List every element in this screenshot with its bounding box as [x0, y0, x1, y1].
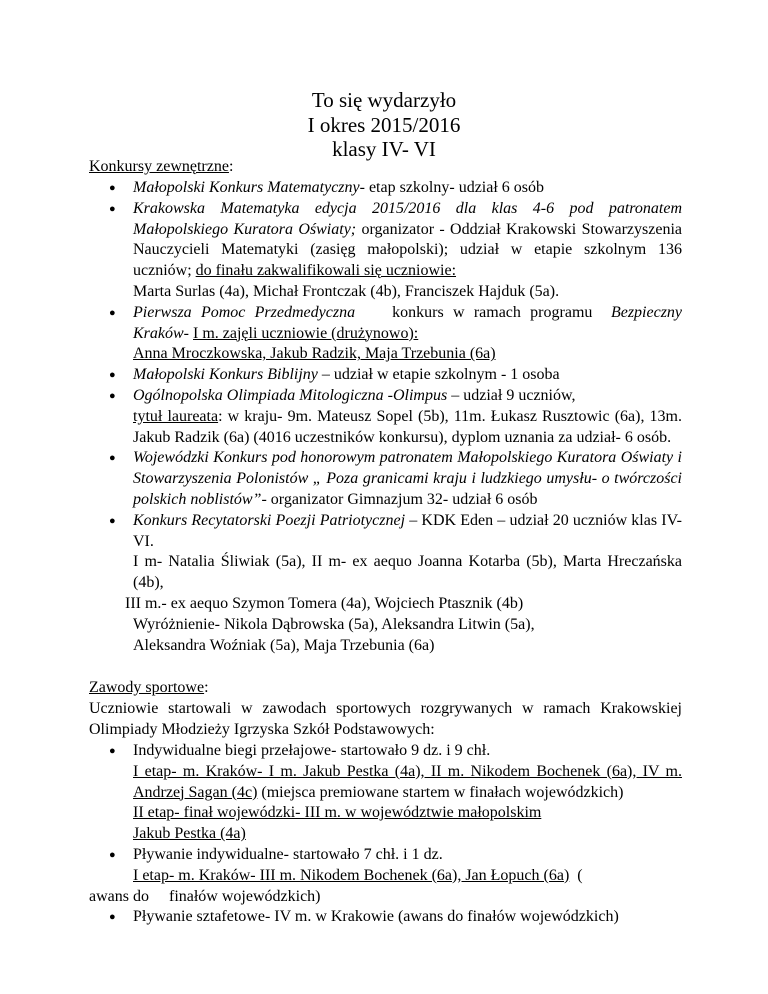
program-name: Bezpieczny Kraków: [133, 303, 683, 342]
results-line-4: Aleksandra Woźniak (5a), Maja Trzebunia (6a): [133, 636, 435, 654]
bullet-icon: ●: [109, 514, 116, 527]
list-item: [89, 741, 682, 845]
contest-name: Małopolski Konkurs Matematyczny: [133, 179, 360, 196]
contest-details: konkurs w ramach programu: [355, 303, 602, 321]
contest-name: Krakowska Matematyka edycja 2015/2016 dla klas 4-6 pod patronatem Małopolskiego Kuratora Oświaty;: [133, 199, 682, 238]
list-item: [89, 907, 682, 928]
contest-details: – udział 9 uczniów,: [447, 386, 576, 404]
list-item: [89, 386, 682, 448]
section-heading-konkursy: [89, 157, 233, 178]
contest-details: – udział w etapie szkolnym - 1 osoba: [317, 366, 560, 384]
finalists-label: do finału zakwalifikowali się uczniowie:: [195, 262, 457, 280]
contest-details: - organizator Gimnazjum 32- udział 6 osób: [261, 490, 538, 508]
title-line-3: klasy IV- VI: [332, 137, 436, 161]
heading-text: Konkursy zewnętrzne: [89, 158, 229, 175]
list-item: [89, 365, 682, 386]
contest-name: Małopolski Konkurs Biblijny: [133, 366, 318, 384]
list-item: [89, 448, 682, 510]
stage-1-note: (: [569, 866, 583, 884]
document-title: [0, 88, 768, 162]
program-sep: -: [183, 324, 193, 342]
bullet-icon: ●: [109, 745, 116, 757]
zawody-list: [89, 741, 682, 928]
heading-colon: :: [228, 158, 234, 175]
event-name: Pływanie indywidualne- startowało 7 chł. i 1 dz.: [133, 845, 443, 863]
list-item: [89, 511, 682, 657]
bullet-icon: ●: [109, 452, 116, 465]
winners-label: I m. zajęli uczniowie (drużynowo):: [193, 324, 419, 342]
bullet-icon: ●: [109, 182, 116, 194]
contest-name: Konkurs Recytatorski Poezji Patriotycznej: [133, 511, 406, 529]
contest-name: Ogólnopolska Olimpiada Mitologiczna -Olimpus: [133, 386, 448, 404]
stage-1-results: I etap- m. Kraków- III m. Nikodem Bochenek (6a), Jan Łopuch (6a): [133, 866, 570, 884]
list-item: [89, 178, 682, 199]
laureate-label: tytuł laureata: [133, 407, 219, 425]
finalists-names: Marta Surlas (4a), Michał Frontczak (4b), Franciszek Hajduk (5a).: [133, 282, 560, 300]
list-item: [89, 199, 682, 303]
results-line-3: Wyróżnienie- Nikola Dąbrowska (5a), Aleksandra Litwin (5a),: [133, 615, 535, 633]
title-line-2: I okres 2015/2016: [307, 112, 461, 137]
stage-2-winner: Jakub Pestka (4a): [133, 825, 246, 843]
contest-details: - etap szkolny- udział 6 osób: [359, 179, 545, 196]
list-item: [89, 303, 682, 365]
promotion-note: awans do finałów wojewódzkich): [89, 887, 321, 905]
winners-names: Anna Mroczkowska, Jakub Radzik, Maja Trzebunia (6a): [133, 345, 496, 363]
section-heading-zawody: [89, 678, 209, 699]
konkursy-list: [89, 178, 682, 656]
event-name: Indywidualne biegi przełajowe- startowało 9 dz. i 9 chł.: [133, 742, 491, 759]
heading-text: Zawody sportowe: [89, 679, 205, 696]
bullet-icon: ●: [109, 369, 116, 382]
heading-colon: :: [204, 679, 209, 696]
bullet-icon: ●: [109, 389, 116, 402]
bullet-icon: ●: [109, 306, 116, 319]
bullet-icon: ●: [109, 848, 116, 861]
title-line-1: To się wydarzyło: [311, 88, 457, 112]
bullet-icon: ●: [109, 202, 116, 215]
contest-details: – KDK Eden – udział 20 uczniów klas IV- VI.: [133, 511, 683, 550]
stage-2-results: II etap- finał wojewódzki- III m. w województwie małopolskim: [133, 804, 542, 822]
laureate-details: : w kraju- 9m. Mateusz Sopel (5b), 11m. Łukasz Rusztowic (6a), 13m. Jakub Radzik (6a) (4016 uczestników konkursu), dyplom uznania za udział- 6 osób.: [133, 407, 682, 446]
event-name: Pływanie sztafetowe- IV m. w Krakowie (awans do finałów wojewódzkich): [133, 908, 619, 926]
bullet-icon: ●: [109, 911, 116, 924]
stage-1-note: (miejsca premiowane startem w finałach wojewódzkich): [257, 783, 624, 801]
results-line-2: III m.- ex aequo Szymon Tomera (4a), Wojciech Ptasznik (4b): [125, 594, 524, 612]
sports-intro: Uczniowie startowali w zawodach sportowych rozgrywanych w ramach Krakowskiej Olimpiady Młodzieży Igrzyska Szkół Podstawowych:: [89, 700, 682, 738]
contest-details: organizator - Oddział Krakowski Stowarzyszenia Nauczycieli Matematyki (zasięg małopolski); udział w etapie szkolnym 136 uczniów;: [133, 220, 682, 280]
contest-name: Wojewódzki Konkurs pod honorowym patronatem Małopolskiego Kuratora Oświaty i Stowarzyszenia Polonistów „ Poza granicami kraju i ludzkiego umysłu- o twórczości polskich noblistów”: [133, 449, 682, 508]
list-item: [89, 845, 682, 907]
results-line-1: I m- Natalia Śliwiak (5a), II m- ex aequo Joanna Kotarba (5b), Marta Hreczańska (4b),: [133, 553, 682, 592]
contest-name: Pierwsza Pomoc Przedmedyczna: [133, 303, 356, 321]
stage-1-results: I etap- m. Kraków- I m. Jakub Pestka (4a), II m. Nikodem Bochenek (6a), IV m. Andrzej Sagan (4c): [133, 762, 682, 801]
